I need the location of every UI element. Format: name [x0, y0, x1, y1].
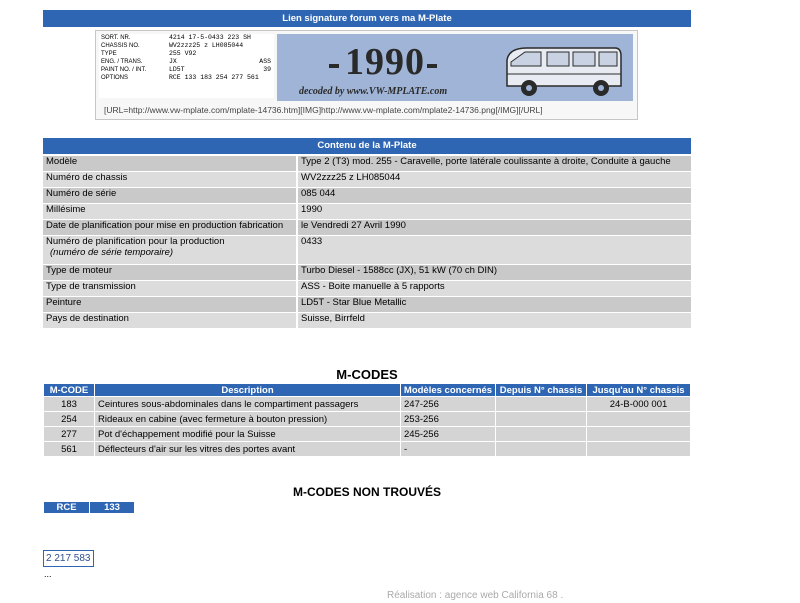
mplate-label	[99, 34, 274, 98]
content-row	[43, 172, 691, 187]
visit-counter: 2 217 583	[43, 550, 94, 567]
from-cell	[496, 397, 586, 411]
row-label: Pays de destination	[43, 313, 298, 328]
description-cell: Rideaux en cabine (avec fermeture à bouton pression)	[95, 412, 400, 426]
row-label: Modèle	[43, 156, 298, 171]
content-row	[43, 220, 691, 235]
ellipsis-text: ...	[44, 569, 52, 579]
col-from: Depuis N° chassis	[496, 384, 586, 396]
models-cell: -	[401, 442, 495, 456]
mcodes-title: M-CODES	[336, 367, 398, 382]
row-label: Numéro de série	[43, 188, 298, 203]
mplate-signature-image[interactable]	[95, 30, 638, 120]
plate-row-sort: SORT. NR. 4214 17-5-0433 223 SH	[101, 34, 251, 41]
van-icon	[497, 38, 627, 100]
content-row	[43, 265, 691, 280]
not-found-title: M-CODES NON TROUVÉS	[292, 485, 441, 499]
row-label: Type de transmission	[43, 281, 298, 296]
mplate-banner	[277, 34, 633, 101]
row-value: 0433	[298, 236, 691, 264]
plate-row-chassis: CHASSIS NO. WV2zzz25 z LH085044	[101, 42, 244, 49]
description-cell: Ceintures sous-abdominales dans le compartiment passagers	[95, 397, 400, 411]
table-row	[44, 442, 690, 456]
signature-header: Lien signature forum vers ma M-Plate	[43, 10, 691, 27]
row-label	[43, 236, 298, 264]
description-cell: Déflecteurs d'air sur les vitres des portes avant	[95, 442, 400, 456]
row-label: Peinture	[43, 297, 298, 312]
mcode-cell: 183	[44, 397, 94, 411]
to-cell	[587, 442, 690, 456]
not-found-code: 133	[90, 502, 134, 513]
content-row	[43, 281, 691, 296]
plate-row-options: OPTIONS RCE 133 183 254 277 561	[101, 74, 259, 81]
col-models: Modèles concernés	[401, 384, 495, 396]
col-mcode: M-CODE	[44, 384, 94, 396]
decoded-by-text: decoded by www.VW-MPLATE.com	[299, 86, 448, 97]
models-cell: 253-256	[401, 412, 495, 426]
mcode-cell: 254	[44, 412, 94, 426]
content-row	[43, 188, 691, 203]
from-cell	[496, 442, 586, 456]
content-row	[43, 313, 691, 328]
to-cell	[587, 412, 690, 426]
table-row	[44, 397, 690, 411]
models-cell: 247-256	[401, 397, 495, 411]
row-label: Type de moteur	[43, 265, 298, 280]
row-label: Numéro de chassis	[43, 172, 298, 187]
row-value: 085 044	[298, 188, 691, 203]
row-value: ASS - Boite manuelle à 5 rapports	[298, 281, 691, 296]
row-label: Date de planification pour mise en production fabrication	[43, 220, 298, 235]
row-label: Millésime	[43, 204, 298, 219]
plate-row-paint: PAINT NO. / INT. LD5T 39	[101, 66, 271, 73]
row-value: le Vendredi 27 Avril 1990	[298, 220, 691, 235]
from-cell	[496, 412, 586, 426]
to-cell: 24-B-000 001	[587, 397, 690, 411]
footer-credit[interactable]: Réalisation : agence web California 68 .	[387, 590, 564, 601]
row-value: Type 2 (T3) mod. 255 - Caravelle, porte latérale coulissante à droite, Conduite à gauche	[298, 156, 691, 171]
row-label-main: Numéro de planification pour la production	[46, 236, 225, 247]
mcodes-table	[43, 383, 691, 457]
plate-row-eng: ENG. / TRANS. JX ASS	[101, 58, 271, 65]
col-description: Description	[95, 384, 400, 396]
mcodes-header-row	[44, 384, 690, 396]
dash-left	[329, 64, 339, 68]
row-sublabel: (numéro de série temporaire)	[50, 247, 174, 258]
col-to: Jusqu'au N° chassis	[587, 384, 690, 396]
plate-row-type: TYPE 255 V92	[101, 50, 197, 57]
from-cell	[496, 427, 586, 441]
content-row	[43, 204, 691, 219]
table-row	[44, 427, 690, 441]
content-header: Contenu de la M-Plate	[43, 138, 691, 154]
plate-year: 1990	[345, 41, 425, 83]
not-found-code: RCE	[44, 502, 89, 513]
to-cell	[587, 427, 690, 441]
row-value: Suisse, Birrfeld	[298, 313, 691, 328]
mcode-cell: 561	[44, 442, 94, 456]
mcode-cell: 277	[44, 427, 94, 441]
dash-right	[427, 64, 437, 68]
description-cell: Pot d'échappement modifié pour la Suisse	[95, 427, 400, 441]
content-row	[43, 156, 691, 171]
row-value: WV2zzz25 z LH085044	[298, 172, 691, 187]
row-value: LD5T - Star Blue Metallic	[298, 297, 691, 312]
table-row	[44, 412, 690, 426]
content-table	[43, 155, 691, 329]
row-value: 1990	[298, 204, 691, 219]
content-row	[43, 297, 691, 312]
content-row	[43, 236, 691, 264]
bbcode-text[interactable]: [URL=http://www.vw-mplate.com/mplate-14736.htm][IMG]http://www.vw-mplate.com/mplate2-14736.png[/IMG][/URL]	[104, 105, 543, 115]
row-value: Turbo Diesel - 1588cc (JX), 51 kW (70 ch DIN)	[298, 265, 691, 280]
models-cell: 245-256	[401, 427, 495, 441]
